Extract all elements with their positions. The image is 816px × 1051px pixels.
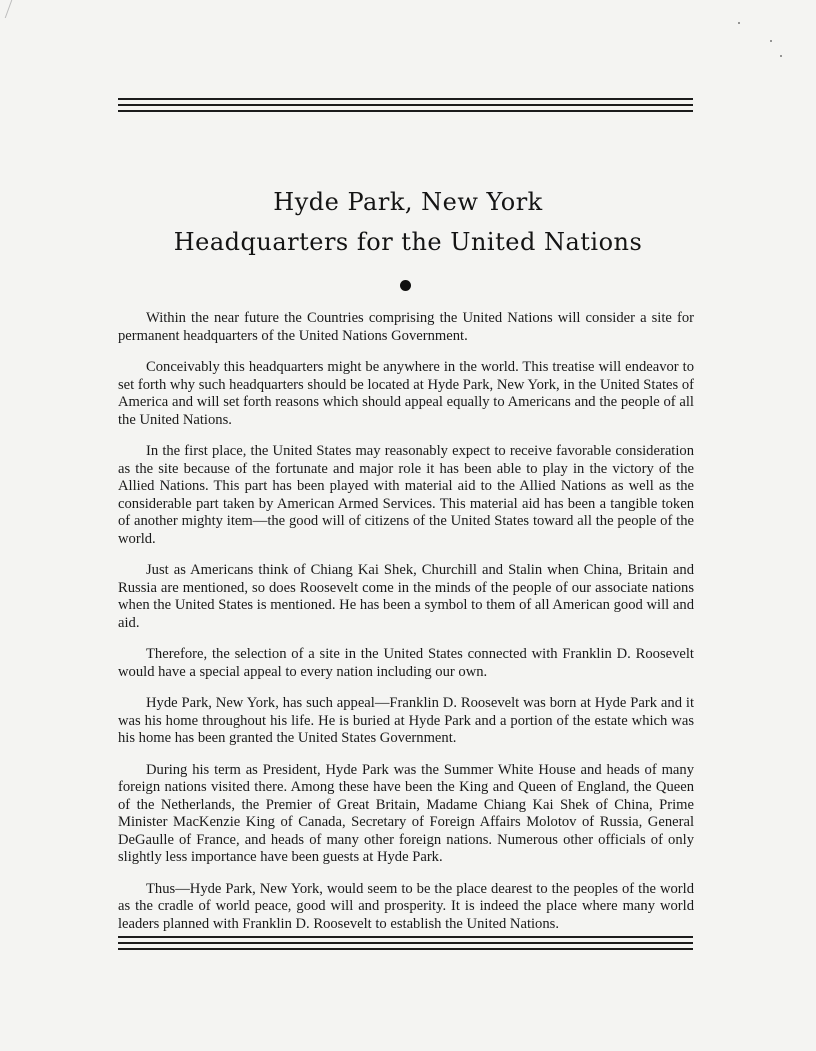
paragraph: Therefore, the selection of a site in the United States connected with Franklin D. Roosevelt would have a special appeal to every nation including our own. <box>118 646 694 680</box>
page-title-line1: Hyde Park, New York <box>273 188 543 216</box>
paragraph: In the first place, the United States may reasonably expect to receive favorable consideration as the site because of the fortunate and major role it has been able to play in the victory of the Allied Nations. This part has been played with material aid to the Allied Nations as well as the considerable part taken by American Armed Services. This material aid has been a tangible token of another mighty item—the good will of citizens of the United States toward all the people of the world. <box>118 443 694 547</box>
paragraph: During his term as President, Hyde Park was the Summer White House and heads of many foreign nations visited there. Among these have been the King and Queen of England, the Queen of the Netherlands, the Premier of Great Britain, Madame Chiang Kai Shek of China, Prime Minister MacKenzie King of Canada, Secretary of Foreign Affairs Molotov of Russia, General DeGaulle of France, and heads of many other foreign nations. Numerous other officials of only slightly less importance have been guests at Hyde Park. <box>118 761 694 865</box>
title-bullet-ornament <box>400 280 411 291</box>
paragraph: Within the near future the Countries comprising the United Nations will consider a site for permanent headquarters of the United Nations Government. <box>118 310 694 344</box>
paragraph: Just as Americans think of Chiang Kai Shek, Churchill and Stalin when China, Britain and Russia are mentioned, so does Roosevelt come in the minds of the people of our associate nations when the United States is mentioned. He has been a symbol to them of all American good will and aid. <box>118 562 694 631</box>
bottom-double-rule <box>118 936 693 950</box>
paper-speck <box>780 55 782 57</box>
page-title-line2: Headquarters for the United Nations <box>173 228 643 256</box>
page-corner-mark <box>0 0 12 18</box>
paragraph: Conceivably this headquarters might be anywhere in the world. This treatise will endeavor to set forth why such headquarters should be located at Hyde Park, New York, in the United States of America and will set forth reasons which should appeal equally to Americans and the people of all the United Nations. <box>118 359 694 428</box>
paragraph: Thus—Hyde Park, New York, would seem to be the place dearest to the peoples of the world as the cradle of world peace, good will and prosperity. It is indeed the place where many world leaders planned with Franklin D. Roosevelt to establish the United Nations. <box>118 880 694 932</box>
paragraph: Hyde Park, New York, has such appeal—Franklin D. Roosevelt was born at Hyde Park and it was his home throughout his life. He is buried at Hyde Park and a portion of the estate which was his home has been granted the United States Government. <box>118 695 694 746</box>
top-double-rule <box>118 98 693 112</box>
paper-speck <box>770 40 772 42</box>
paper-speck <box>738 22 740 24</box>
document-body <box>118 310 694 947</box>
